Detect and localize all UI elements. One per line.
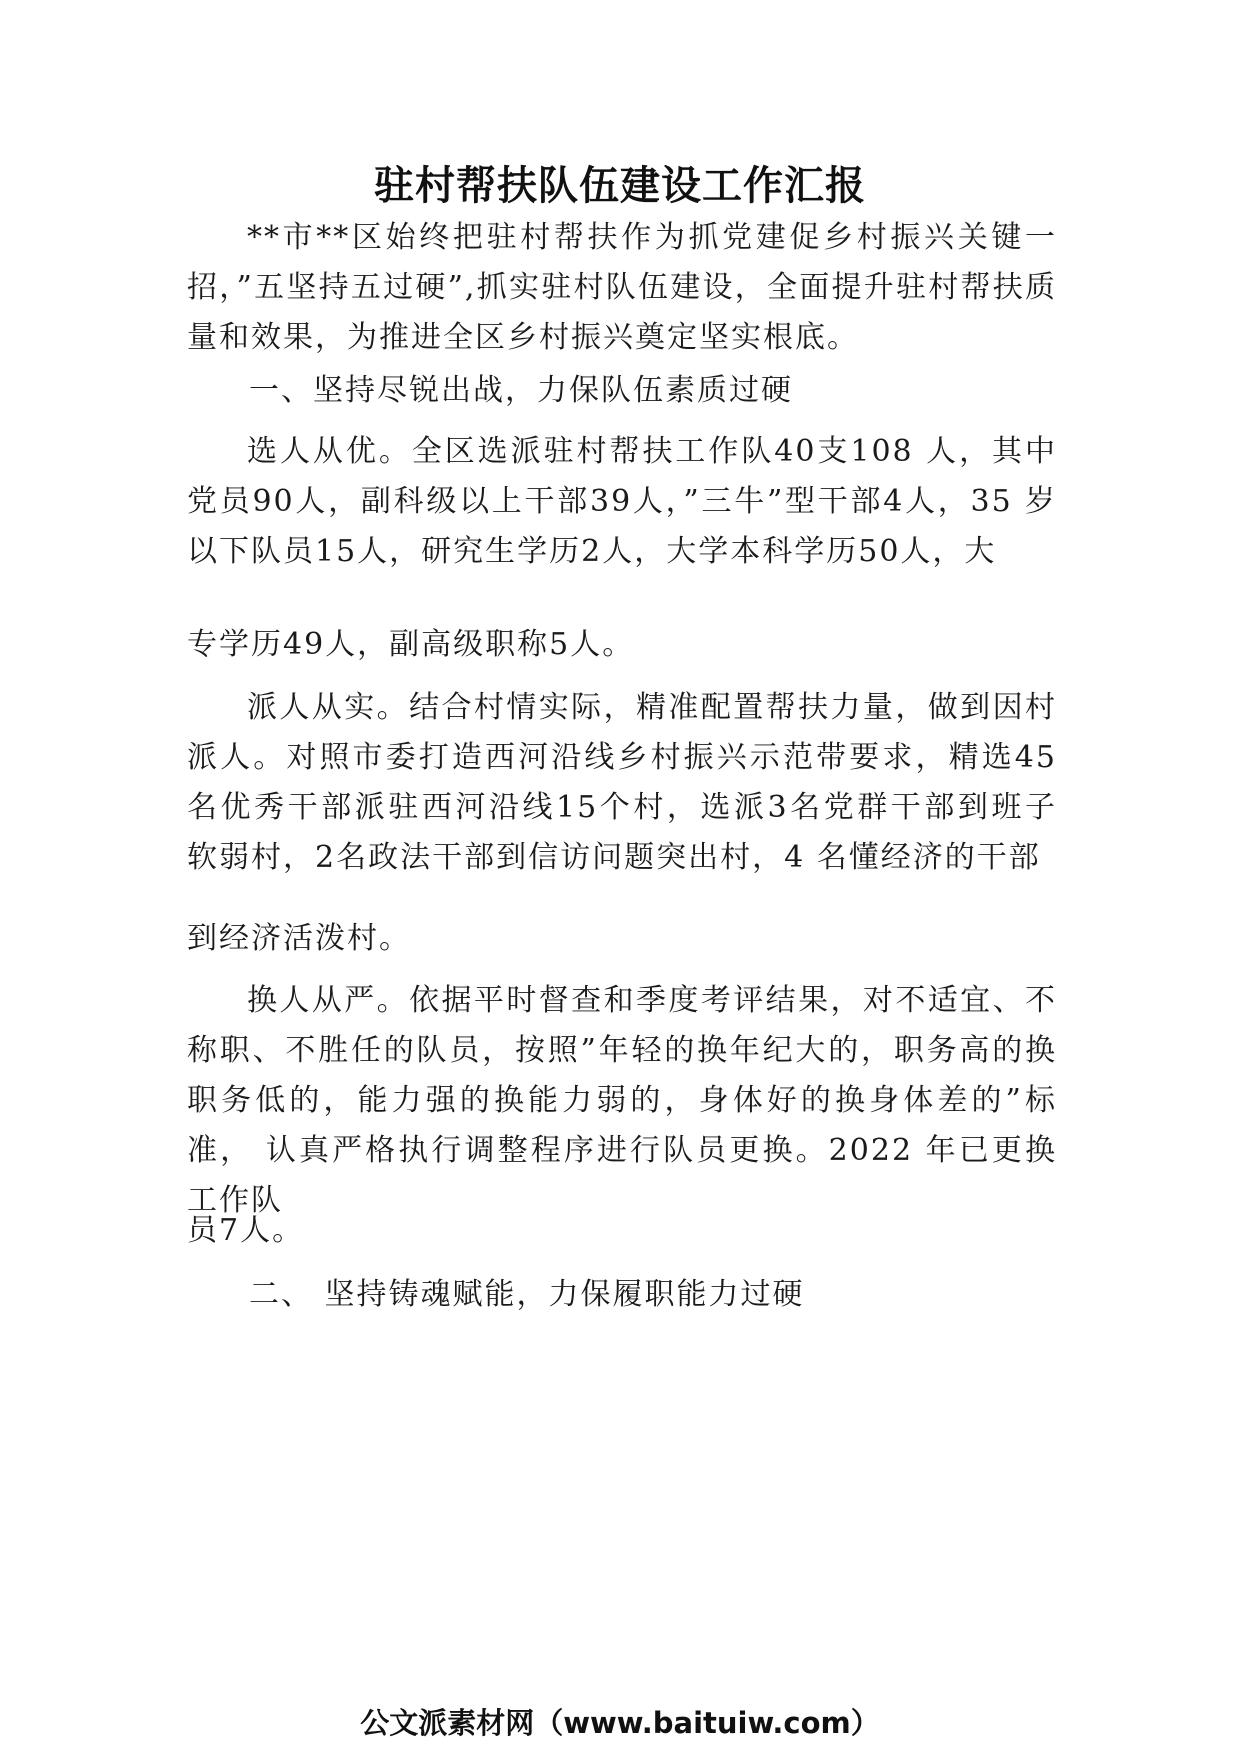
footer-source: 公文派素材网（www.baituiw.com）: [360, 1706, 880, 1740]
paragraph-intro: **市**区始终把驻村帮扶作为抓党建促乡村振兴关键一招，”五坚持五过硬”,抓实驻村队伍建设，全面提升驻村帮扶质量和效果，为推进全区乡村振兴奠定坚实根底。: [187, 220, 1057, 355]
paragraph-select: [187, 427, 1057, 577]
intro-paragraph: [187, 213, 1057, 363]
paragraph-dispatch: [187, 683, 1057, 883]
heading-two: 二、 坚持铸魂赋能，力保履职能力过硬: [249, 1277, 805, 1312]
section-heading-1: [187, 366, 1057, 416]
paragraph-select-tail-text: 专学历49人，副高级职称5人。: [187, 627, 635, 662]
paragraph-dispatch-tail-text: 到经济活泼村。: [187, 921, 411, 956]
document-title: 驻村帮扶队伍建设工作汇报: [374, 163, 866, 209]
paragraph-select-text: 选人从优。全区选派驻村帮扶工作队40支108 人，其中 党员90人，副科级以上干部39人，”三牛”型干部4人，35 岁以下队员15人，研究生学历2人，大学本科学历50人，大: [187, 434, 1057, 569]
paragraph-replace-tail: [187, 1206, 1057, 1256]
paragraph-replace-text: 换人从严。依据平时督查和季度考评结果，对不适宜、不称职、不胜任的队员，按照”年轻的换年纪大的，职务高的换职务低的，能力强的换能力弱的，身体好的换身体差的”标准， 认真严格执行调整程序进行队员更换。2022 年已更换工作队: [187, 983, 1057, 1218]
heading-one: 一、坚持尽锐出战，力保队伍素质过硬: [249, 373, 793, 408]
paragraph-replace: [187, 976, 1057, 1226]
paragraph-dispatch-text: 派人从实。结合村情实际，精准配置帮扶力量，做到因村派人。对照市委打造西河沿线乡村振兴示范带要求，精选45 名优秀干部派驻西河沿线15个村，选派3名党群干部到班子 软弱村，2名政法干部到信访问题突出村，4 名懂经济的干部: [187, 690, 1057, 875]
paragraph-select-tail: [187, 620, 1057, 670]
paragraph-dispatch-tail: [187, 914, 1057, 964]
paragraph-replace-tail-text: 员7人。: [187, 1213, 305, 1248]
section-heading-2: [187, 1270, 1057, 1320]
